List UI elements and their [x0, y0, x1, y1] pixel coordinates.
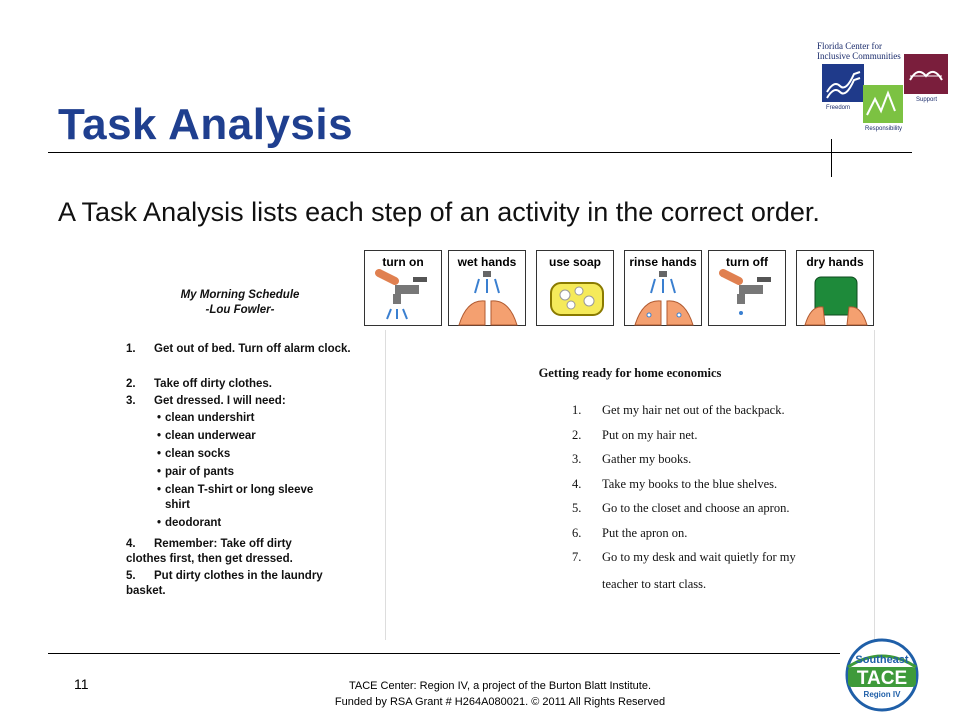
- symbol-card-use-soap: [536, 250, 614, 326]
- symbol-card-turn-on: [364, 250, 442, 326]
- schedule-sub-item: • deodorant: [110, 516, 370, 531]
- title-divider: [48, 152, 912, 153]
- home-economics-task-list: Getting ready for home economics 1. Get my hair net out of the backpack. 2. Put on my hair net. 3. Gather my books. 4. Take my books to the blue shelves. 5. Go to the closet and choose an apron. 6. Put the apron on. 7. Go to my desk and wait quietly for my teacher to start class.: [385, 330, 875, 640]
- home-economics-title: Getting ready for home economics: [538, 366, 722, 380]
- footer-credit-line2: Funded by RSA Grant # H264A080021. © 2011 All Rights Reserved: [334, 696, 666, 708]
- symbol-card-dry-hands: [796, 250, 874, 326]
- schedule-sub-item: • clean undershirt: [110, 411, 370, 426]
- schedule-sub-item: • clean T-shirt or long sleeve shirt: [110, 483, 326, 513]
- fcic-label-freedom: Freedom: [826, 105, 851, 111]
- schedule-sub-item: • pair of pants: [110, 465, 370, 480]
- fcic-logo: [808, 38, 953, 138]
- fcic-logo-line1: Florida Center for: [817, 41, 882, 51]
- soap-icon: [537, 269, 615, 327]
- symbol-card-label: wet hands: [457, 255, 517, 269]
- faucet-off-icon: [709, 269, 787, 327]
- schedule-item: 4. Remember: Take off dirty clothes first, then get dressed.: [126, 538, 293, 565]
- symbol-card-turn-off: [708, 250, 786, 326]
- symbol-card-label: turn on: [382, 255, 424, 269]
- fcic-support-square: [904, 54, 948, 94]
- symbol-card-label: turn off: [726, 255, 768, 269]
- schedule-sub-item: • clean socks: [110, 447, 370, 462]
- schedule-item: 2. Take off dirty clothes.: [126, 378, 273, 390]
- tace-logo-top: Southeast: [855, 654, 909, 666]
- page-number: 11: [74, 676, 89, 692]
- schedule-item: 3. Get dressed. I will need:: [126, 395, 286, 407]
- tace-logo: [842, 637, 922, 713]
- symbol-card-label: use soap: [548, 255, 602, 269]
- fcic-responsibility-square: [863, 85, 903, 123]
- symbol-card-label: dry hands: [806, 255, 864, 269]
- wet-hands-icon: [449, 269, 527, 327]
- tace-logo-badge: [842, 637, 922, 713]
- logo-divider-tick: [831, 139, 832, 177]
- faucet-on-icon: [365, 269, 443, 327]
- fcic-freedom-square: [822, 64, 864, 102]
- symbol-card-wet-hands: [448, 250, 526, 326]
- symbol-card-rinse-hands: [624, 250, 702, 326]
- tace-logo-bottom: Region IV: [863, 690, 901, 699]
- freedom-wave-icon: [822, 64, 864, 102]
- fcic-label-support: Support: [916, 97, 938, 103]
- schedule-item: 1. Get out of bed. Turn off alarm clock.: [126, 343, 351, 355]
- support-arch-icon: [904, 54, 948, 94]
- schedule-item: 5. Put dirty clothes in the laundry basket.: [126, 570, 323, 597]
- towel-icon: [797, 269, 875, 327]
- schedule-title: My Morning Schedule: [180, 289, 300, 301]
- slide-title: Task Analysis: [58, 100, 354, 149]
- responsibility-peaks-icon: [863, 85, 903, 123]
- handwashing-symbol-strip: [364, 250, 884, 328]
- fcic-label-responsibility: Responsibility: [865, 126, 903, 132]
- footer-divider: [48, 653, 840, 654]
- fcic-logo-line2: Inclusive Communities: [817, 51, 901, 61]
- morning-schedule: [110, 288, 370, 601]
- symbol-card-label: rinse hands: [629, 255, 697, 269]
- schedule-subtitle: -Lou Fowler-: [205, 304, 275, 316]
- slide-body-text: A Task Analysis lists each step of an activity in the correct order.: [58, 197, 820, 227]
- footer-credit-line1: TACE Center: Region IV, a project of the Burton Blatt Institute.: [348, 680, 652, 692]
- schedule-sub-item: • clean underwear: [110, 429, 370, 444]
- tace-logo-middle: TACE: [856, 668, 908, 689]
- rinse-hands-icon: [625, 269, 703, 327]
- footer-credit: [270, 678, 730, 710]
